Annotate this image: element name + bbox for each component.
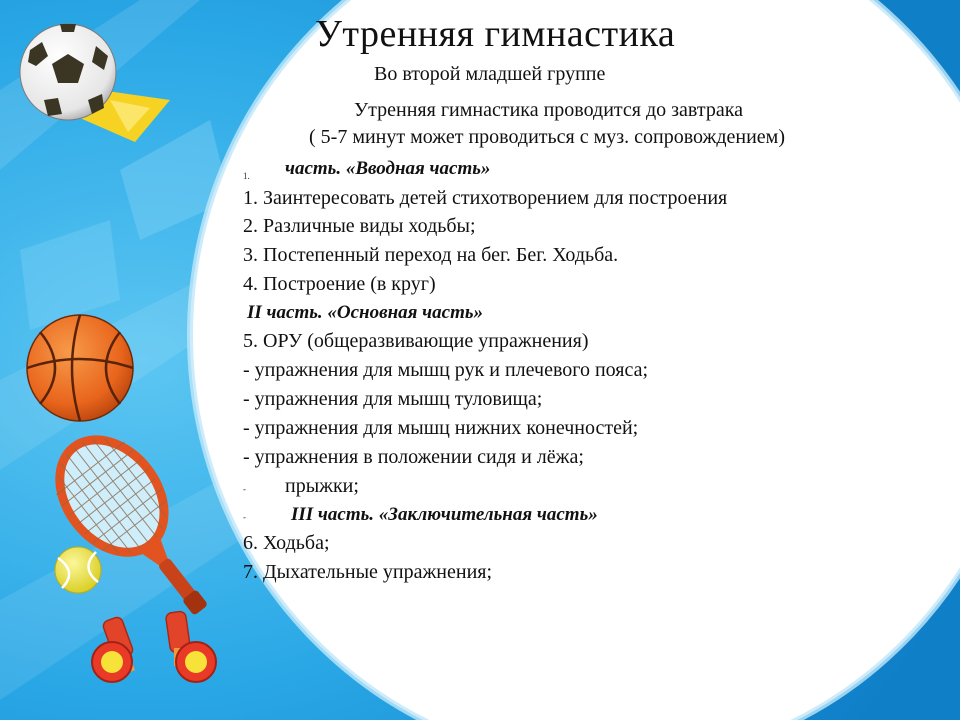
list-item: - упражнения для мышц нижних конечностей; [243,417,639,439]
tennis-ball-icon [55,547,101,593]
list-marker: - [243,512,246,522]
intro-line: Утренняя гимнастика проводится до завтрака [354,99,744,121]
section-heading-part2: II часть. «Основная часть» [247,302,484,323]
list-item: - упражнения для мышц рук и плечевого пояса; [243,359,649,381]
list-item: - упражнения в положении сидя и лёжа; [243,446,584,468]
page-title: Утренняя гимнастика [315,13,676,55]
intro-line: ( 5-7 минут может проводиться с муз. сопровождением) [309,126,785,148]
list-item: 1. Заинтересовать детей стихотворением для построения [243,187,728,209]
page-subtitle: Во второй младшей группе [374,63,606,85]
list-item: 3. Постепенный переход на бег. Бег. Ходьба. [243,244,619,266]
list-item: 5. ОРУ (общеразвивающие упражнения) [243,330,589,352]
basketball-icon [27,315,133,421]
list-item: 4. Построение (в круг) [243,273,436,295]
list-marker: 1. [243,171,250,181]
list-item: прыжки; [285,475,359,497]
section-heading-part3: III часть. «Заключительная часть» [291,504,598,525]
list-item: 2. Различные виды ходьбы; [243,215,476,237]
list-item: 6. Ходьба; [243,532,330,554]
list-item: 7. Дыхательные упражнения; [243,561,493,583]
list-marker: - [243,484,246,494]
section-heading-part1: часть. «Вводная часть» [285,158,491,179]
list-item: - упражнения для мышц туловища; [243,388,543,410]
